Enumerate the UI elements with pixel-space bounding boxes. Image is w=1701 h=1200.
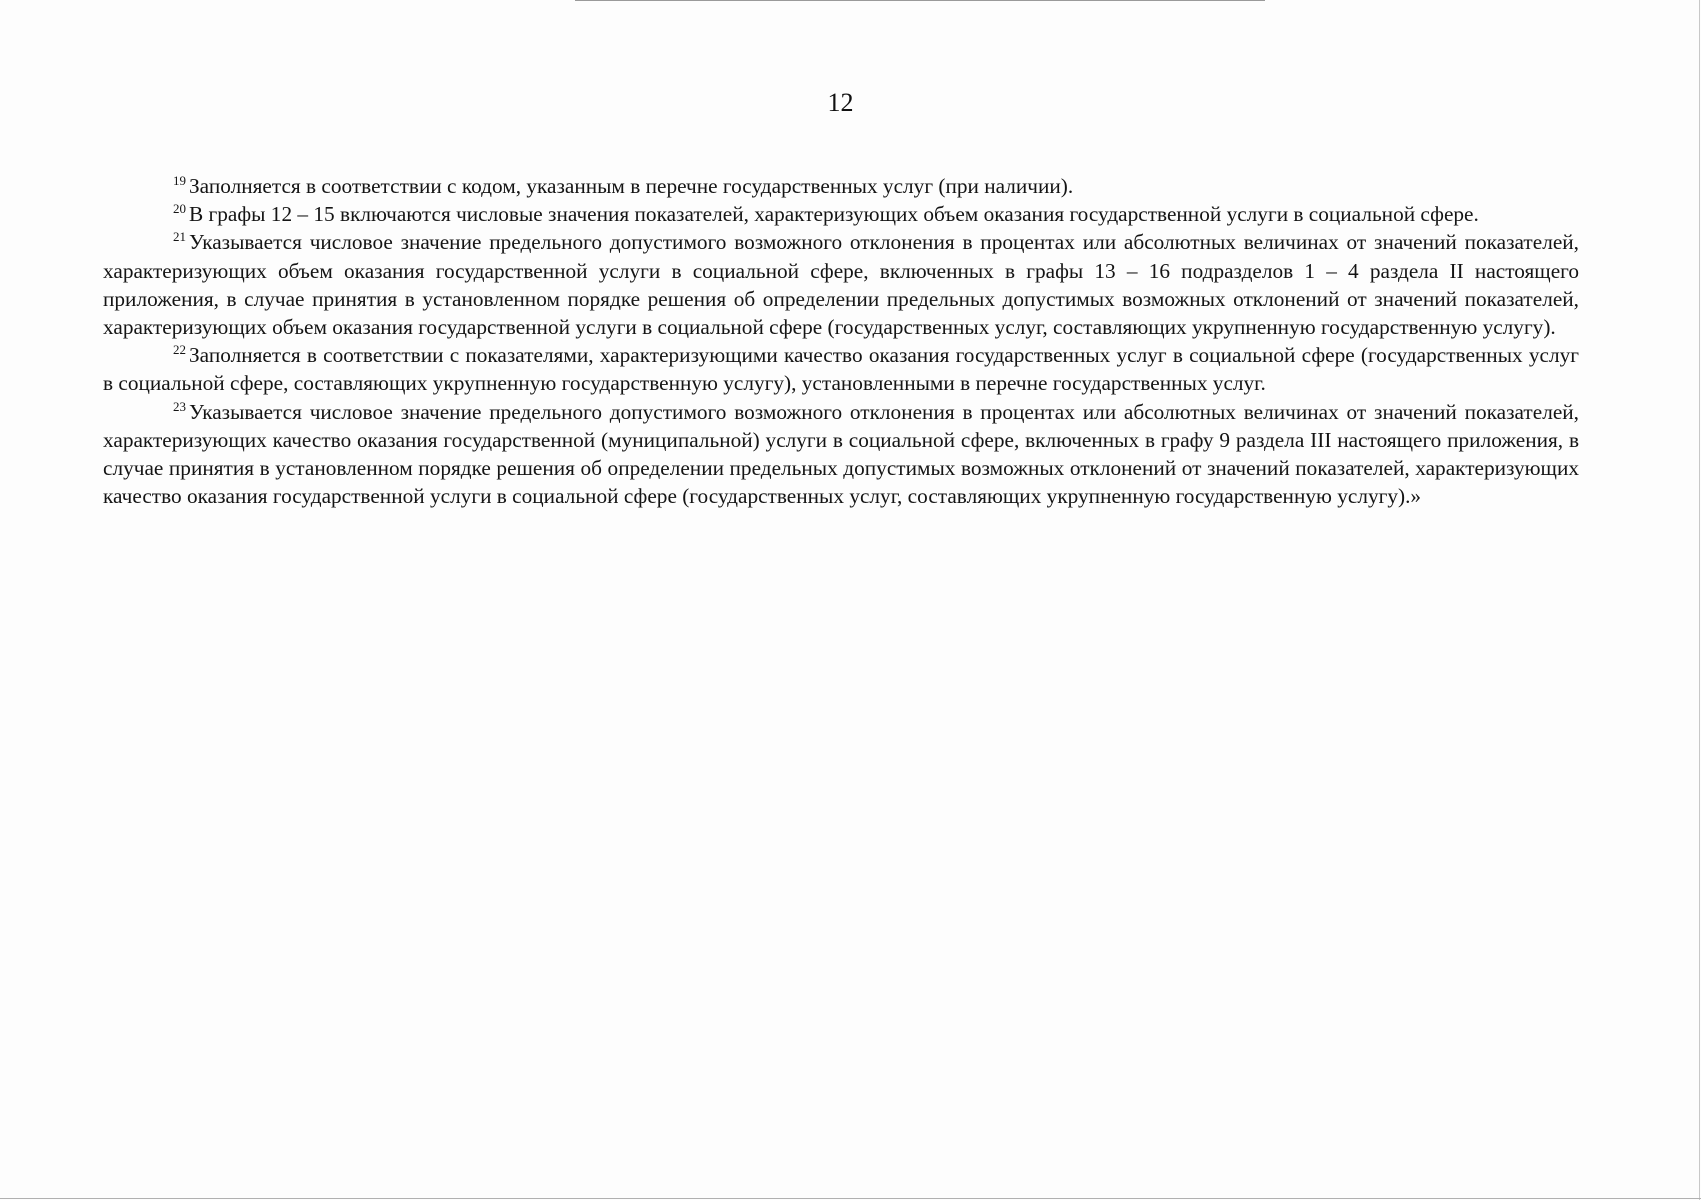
footnote-number: 19: [173, 173, 186, 188]
scan-edge-top: [575, 0, 1265, 1]
footnote-number: 22: [173, 342, 186, 358]
footnote: [103, 200, 1579, 228]
footnote-text: Заполняется в соответствии с кодом, указанным в перечне государственных услуг (при наличии).: [189, 174, 1074, 198]
footnote-number: 21: [173, 229, 186, 245]
page-number: 12: [827, 88, 854, 117]
scan-edge-bottom: [0, 1198, 1701, 1199]
footnote-number: 23: [173, 398, 186, 414]
footnote-text: Указывается числовое значение предельного допустимого возможного отклонения в процентах или абсолютных величинах от значений показателей, характеризующих качество оказания государственной (муниципальной) услуги в социальной сфере, включенных в графу 9 раздела III настоящего приложения, в случае принятия в установленном порядке решения об определении предельных допустимых возможных отклонений от значений показателей, характеризующих качество оказания государственной услуги в социальной сфере (государственных услуг, составляющих укрупненную государственную услугу).»: [103, 399, 1579, 509]
footnote-number: 20: [173, 201, 186, 217]
footnote-text: Заполняется в соответствии с показателями, характеризующими качество оказания государственных услуг в социальной сфере (государственных услуг в социальной сфере, составляющих укрупненную государственную услугу), установленными в перечне государственных услуг.: [103, 343, 1579, 396]
footnote: [103, 228, 1579, 341]
footnote-text: Указывается числовое значение предельного допустимого возможного отклонения в процентах или абсолютных величинах от значений показателей, характеризующих объем оказания государственной услуги в социальной сфере, включенных в графы 13 – 16 подразделов 1 – 4 раздела II настоящего приложения, в случае принятия в установленном порядке решения об определении предельных допустимых возможных отклонений от значений показателей, характеризующих объем оказания государственной услуги в социальной сфере (государственных услуг, составляющих укрупненную государственную услугу).: [103, 230, 1579, 340]
scan-edge-right: [1699, 0, 1700, 1200]
footnotes: [103, 172, 1579, 510]
footnote: [103, 341, 1579, 397]
footnote: [103, 398, 1579, 511]
footnote: [103, 172, 1579, 200]
footnote-text: В графы 12 – 15 включаются числовые значения показателей, характеризующих объем оказания государственной услуги в социальной сфере.: [189, 202, 1479, 227]
